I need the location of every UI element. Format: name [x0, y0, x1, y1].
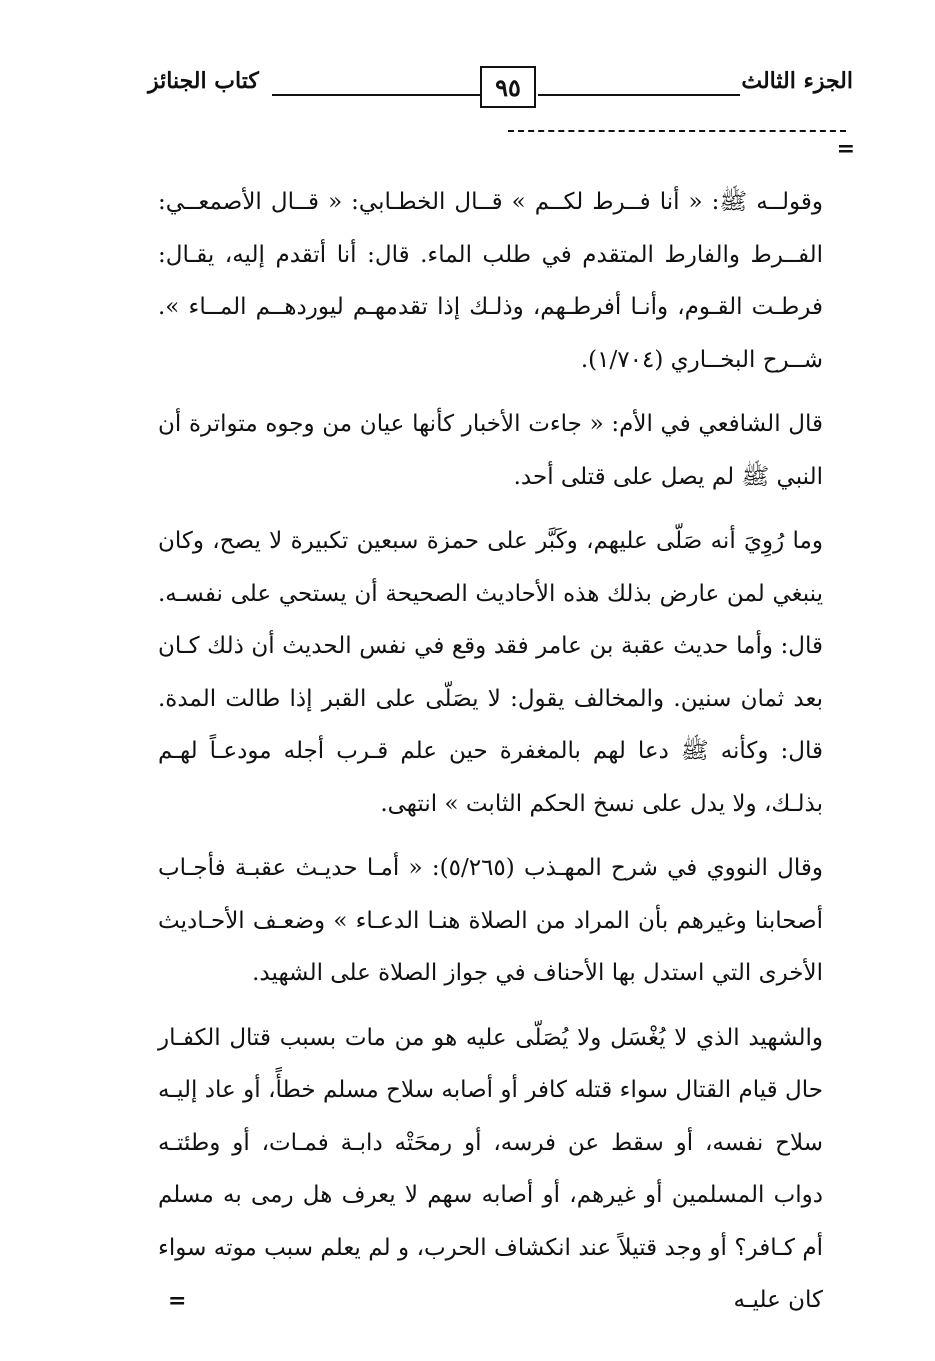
page-body [158, 176, 823, 1327]
page-header [0, 0, 935, 200]
top-equals-mark: = [836, 136, 855, 162]
volume-title: الجزء الثالث [741, 68, 853, 94]
page-number: ٩٥ [480, 66, 536, 108]
header-rule-right [538, 94, 740, 96]
header-dashed-rule [508, 130, 846, 132]
paragraph-martyr: والشهيد الذي لا يُغْسَل ولا يُصَلّى عليه هو من مات بسبب قتال الكفـار حال قيام القتال سواء قتله كافر أو أصابه سلاح مسلم خطأً، أو عاد إليـه سلاح نفسه، أو سقط عن فرسه، أو رمحَتْه دابـة فمـات، أو وطئتـه دواب المسلمين أو غيرهم، أو أصابه سهم لا يعرف هل رمى به مسلم أم كـافر؟ أو وجد قتيلاً عند انكشاف الحرب، و لم يعلم سبب موته سواء كان عليـه [158, 1024, 823, 1313]
bottom-equals-mark: = [168, 1288, 187, 1314]
paragraph-hamza: وما رُوِيَ أنه صَلّى عليهم، وكَبَّر على حمزة سبعين تكبيرة لا يصح، وكان ينبغي لمن عارض بذلك هذه الأحاديث الصحيحة أن يستحي على نفسـه. قال: وأما حديث عقبة بن عامر فقد وقع في نفس الحديث أن ذلك كـان بعد ثمان سنين. والمخالف يقول: لا يصَلّى على القبر إذا طالت المدة. قال: وكأنه ﷺ دعا لهم بالمغفرة حين علم قـرب أجله مودعـاً لهـم بذلـك، ولا يدل على نسخ الحكم الثابت » انتهى. [158, 528, 823, 817]
paragraph-farat: وقولــه ﷺ: « أنا فــرط لكــم » قــال الخطـابي: « قــال الأصمعــي: الفــرط والفارط المتقدم في طلب الماء. قال: أنا أتقدم إليه، يقـال: فرطـت القـوم، وأنـا أفرطـهم، وذلـك إذا تقدمهـم ليوردهــم المــاء ». شــرح البخــاري (١/٧٠٤). [158, 189, 823, 373]
book-title: كتاب الجنائز [148, 68, 259, 94]
header-rule-left [272, 94, 480, 96]
paragraph-shafii: قال الشافعي في الأم: « جاءت الأخبار كأنها عيان من وجوه متواترة أن النبي ﷺ لم يصل على قتلى أحد. [158, 411, 823, 490]
paragraph-nawawi: وقال النووي في شرح المهـذب (٥/٢٦٥): « أمـا حديـث عقبـة فأجـاب أصحابنا وغيرهم بأن المراد من الصلاة هنـا الدعـاء » وضعـف الأحـاديث الأخرى التي استدل بها الأحناف في جواز الصلاة على الشهيد. [158, 855, 823, 986]
